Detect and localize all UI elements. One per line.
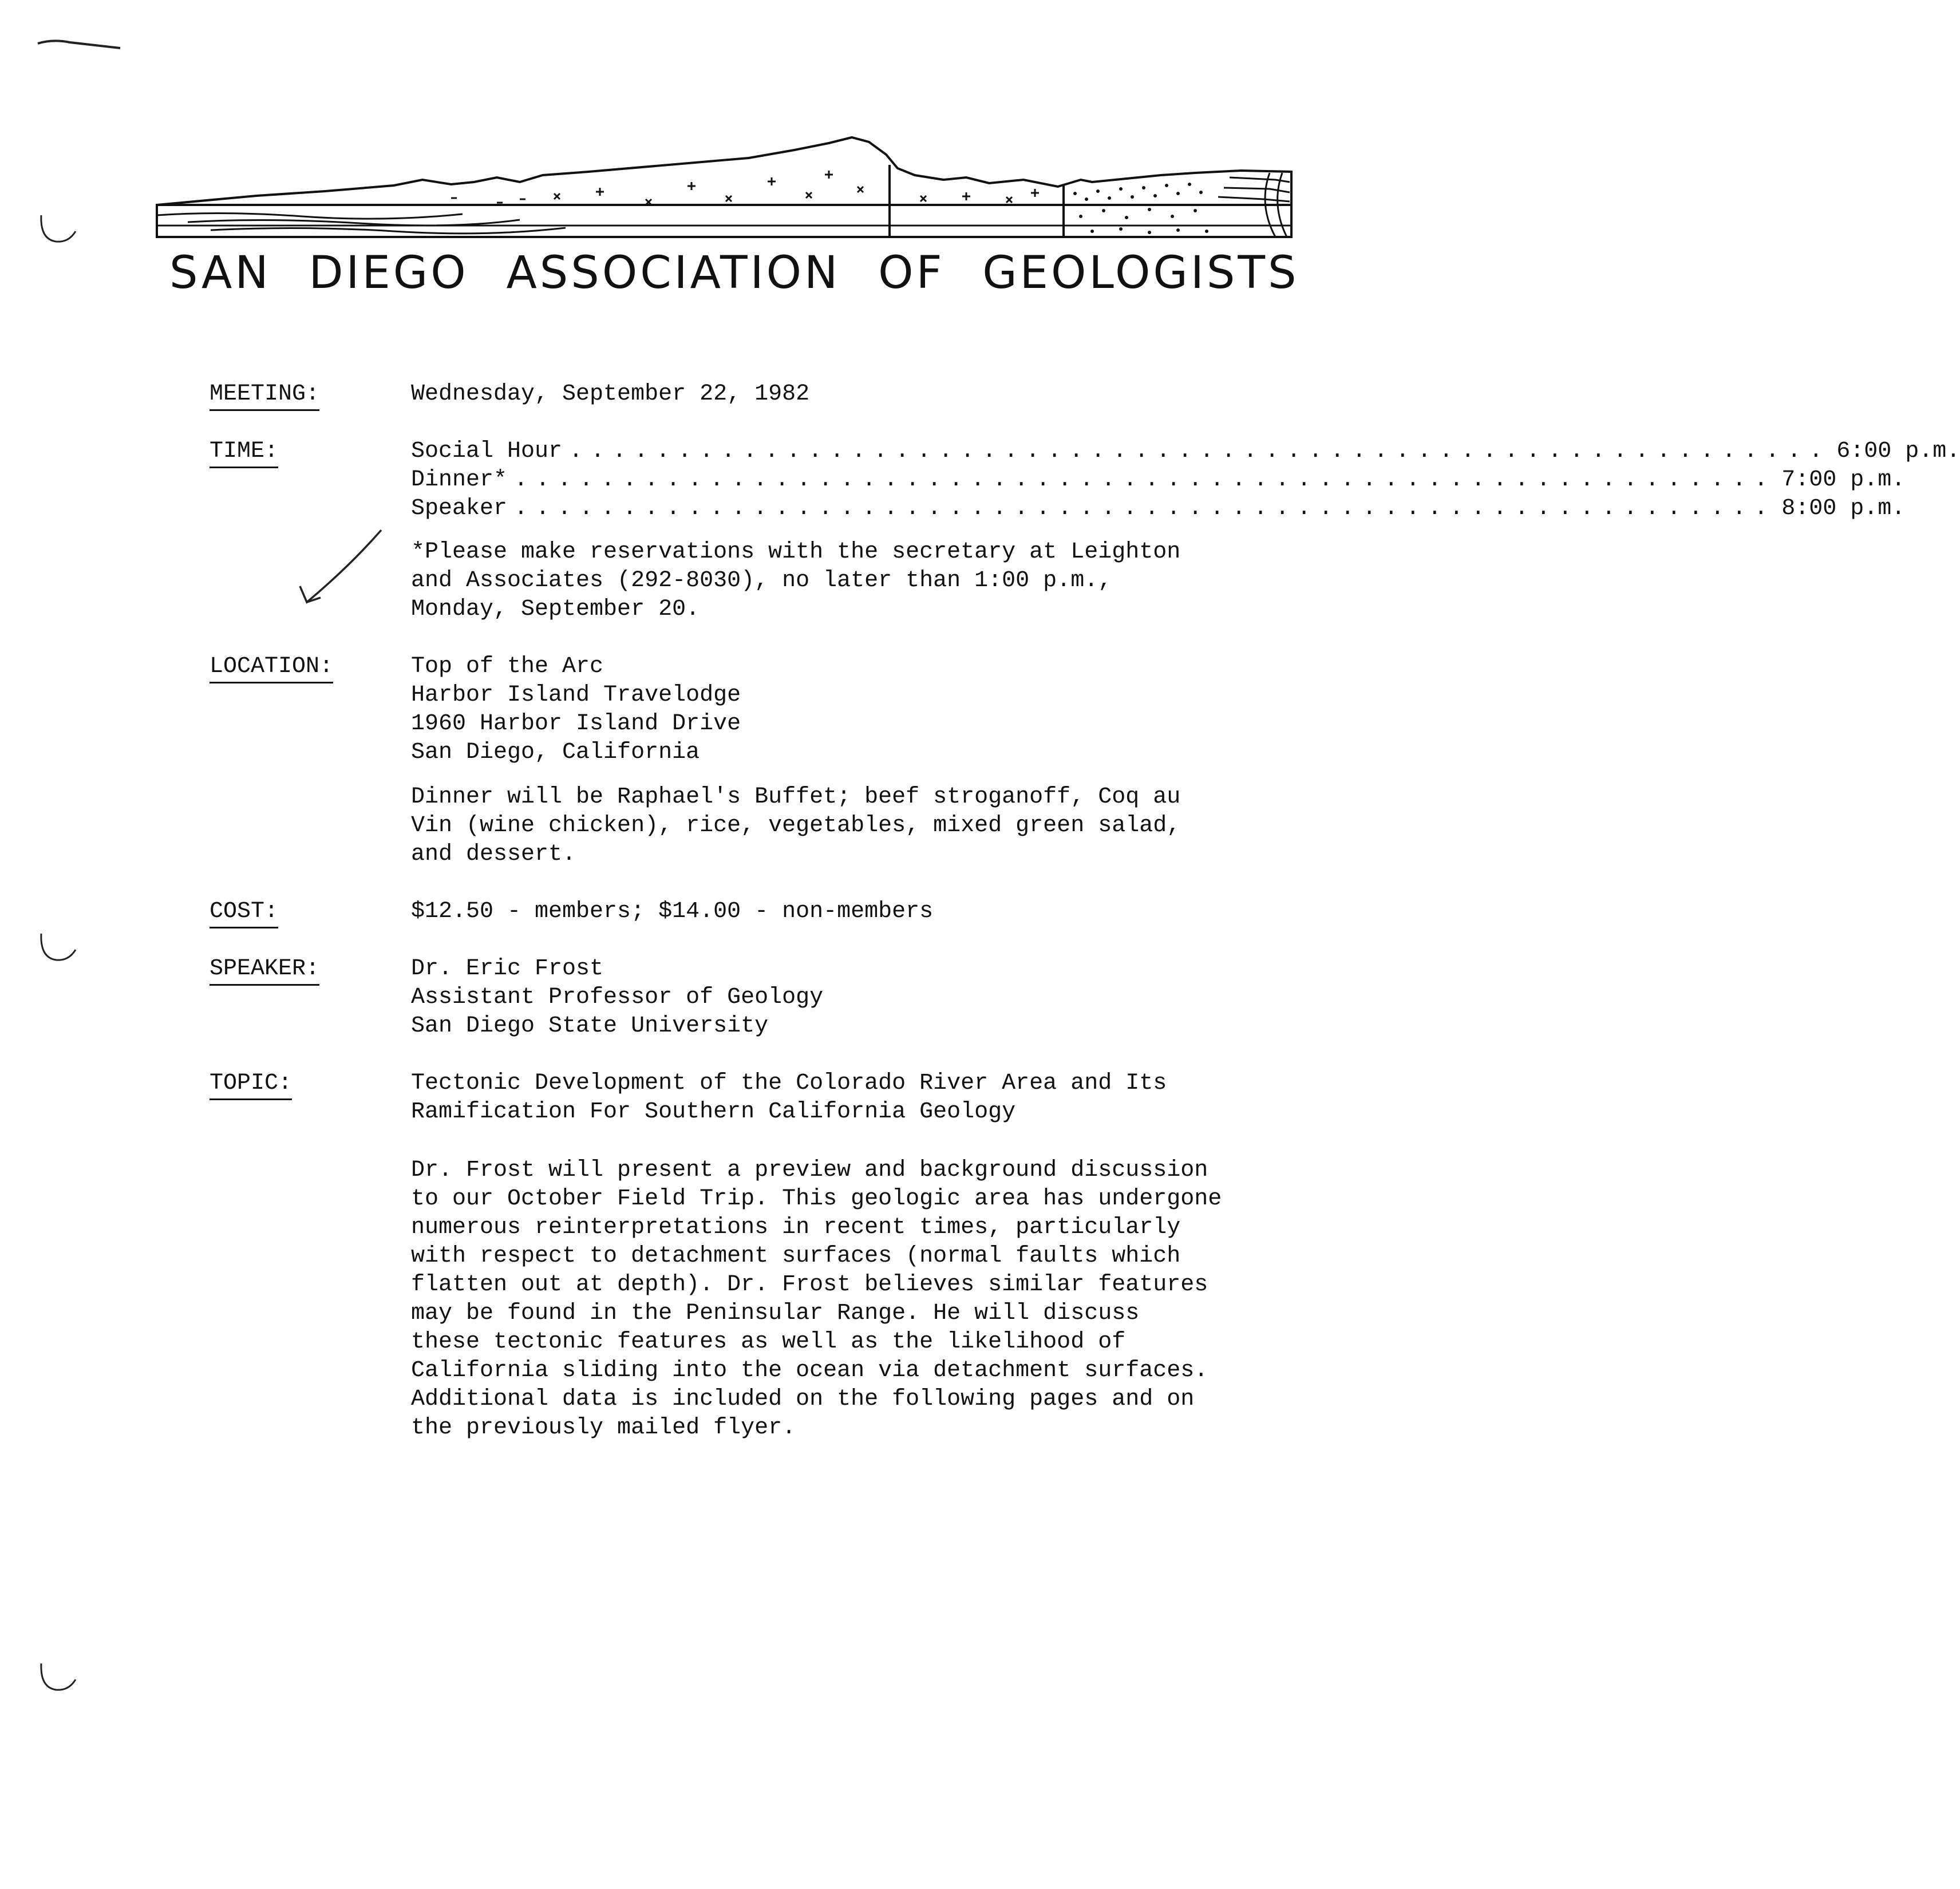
time-schedule (411, 437, 1960, 523)
cost-value: $12.50 - members; $14.00 - non-members (411, 899, 934, 924)
location-label: LOCATION: (210, 653, 333, 681)
geologic-cross-section-illustration (153, 125, 1296, 245)
punch-hole-icon (35, 930, 81, 970)
meeting-label: MEETING: (210, 380, 319, 409)
dinner-menu: Dinner will be Raphael's Buffet; beef stroganoff, Coq au Vin (wine chicken), rice, vegetables, mixed green salad, and dessert. (411, 784, 1181, 867)
cost-label: COST: (210, 898, 278, 926)
speaker-info: Dr. Eric Frost Assistant Professor of Geology San Diego State University (411, 956, 824, 1039)
schedule-row: Social Hour .......................................................... 6:00 p.m. (411, 438, 1960, 464)
time-label: TIME: (210, 437, 278, 466)
checkmark-icon (292, 527, 384, 607)
meeting-date: Wednesday, September 22, 1982 (411, 381, 810, 407)
punch-hole-icon (35, 1660, 81, 1700)
topic-description: Dr. Frost will present a preview and background discussion to our October Field Trip. This geologic area has undergone numerous reinterpretations in recent times, particularly with respect to detachment surfaces (normal faults which flatten out at depth). Dr. Frost believes similar features may be found in the Peninsular Range. He will discuss these tectonic features as well as the likelihood of California sliding into the ocean via detachment surfaces. Additional data is included on the following pages and on the previously mailed flyer. (411, 1157, 1222, 1441)
organization-title: SAN DIEGO ASSOCIATION OF GEOLOGISTS (169, 247, 1299, 299)
schedule-row: Dinner* .......................................................... 7:00 p.m. (411, 467, 1906, 493)
speaker-label: SPEAKER: (210, 955, 319, 983)
schedule-row: Speaker .......................................................... 8:00 p.m. (411, 496, 1906, 521)
location-address: Top of the Arc Harbor Island Travelodge 1960 Harbor Island Drive San Diego, California (411, 654, 741, 765)
margin-mark-icon (35, 37, 121, 54)
reservation-note: *Please make reservations with the secretary at Leighton and Associates (292-8030), no later than 1:00 p.m., Monday, September 20. (411, 539, 1181, 622)
punch-hole-icon (35, 212, 81, 252)
topic-title: Tectonic Development of the Colorado River Area and Its Ramification For Southern California Geology (411, 1070, 1167, 1125)
topic-label: TOPIC: (210, 1069, 292, 1098)
